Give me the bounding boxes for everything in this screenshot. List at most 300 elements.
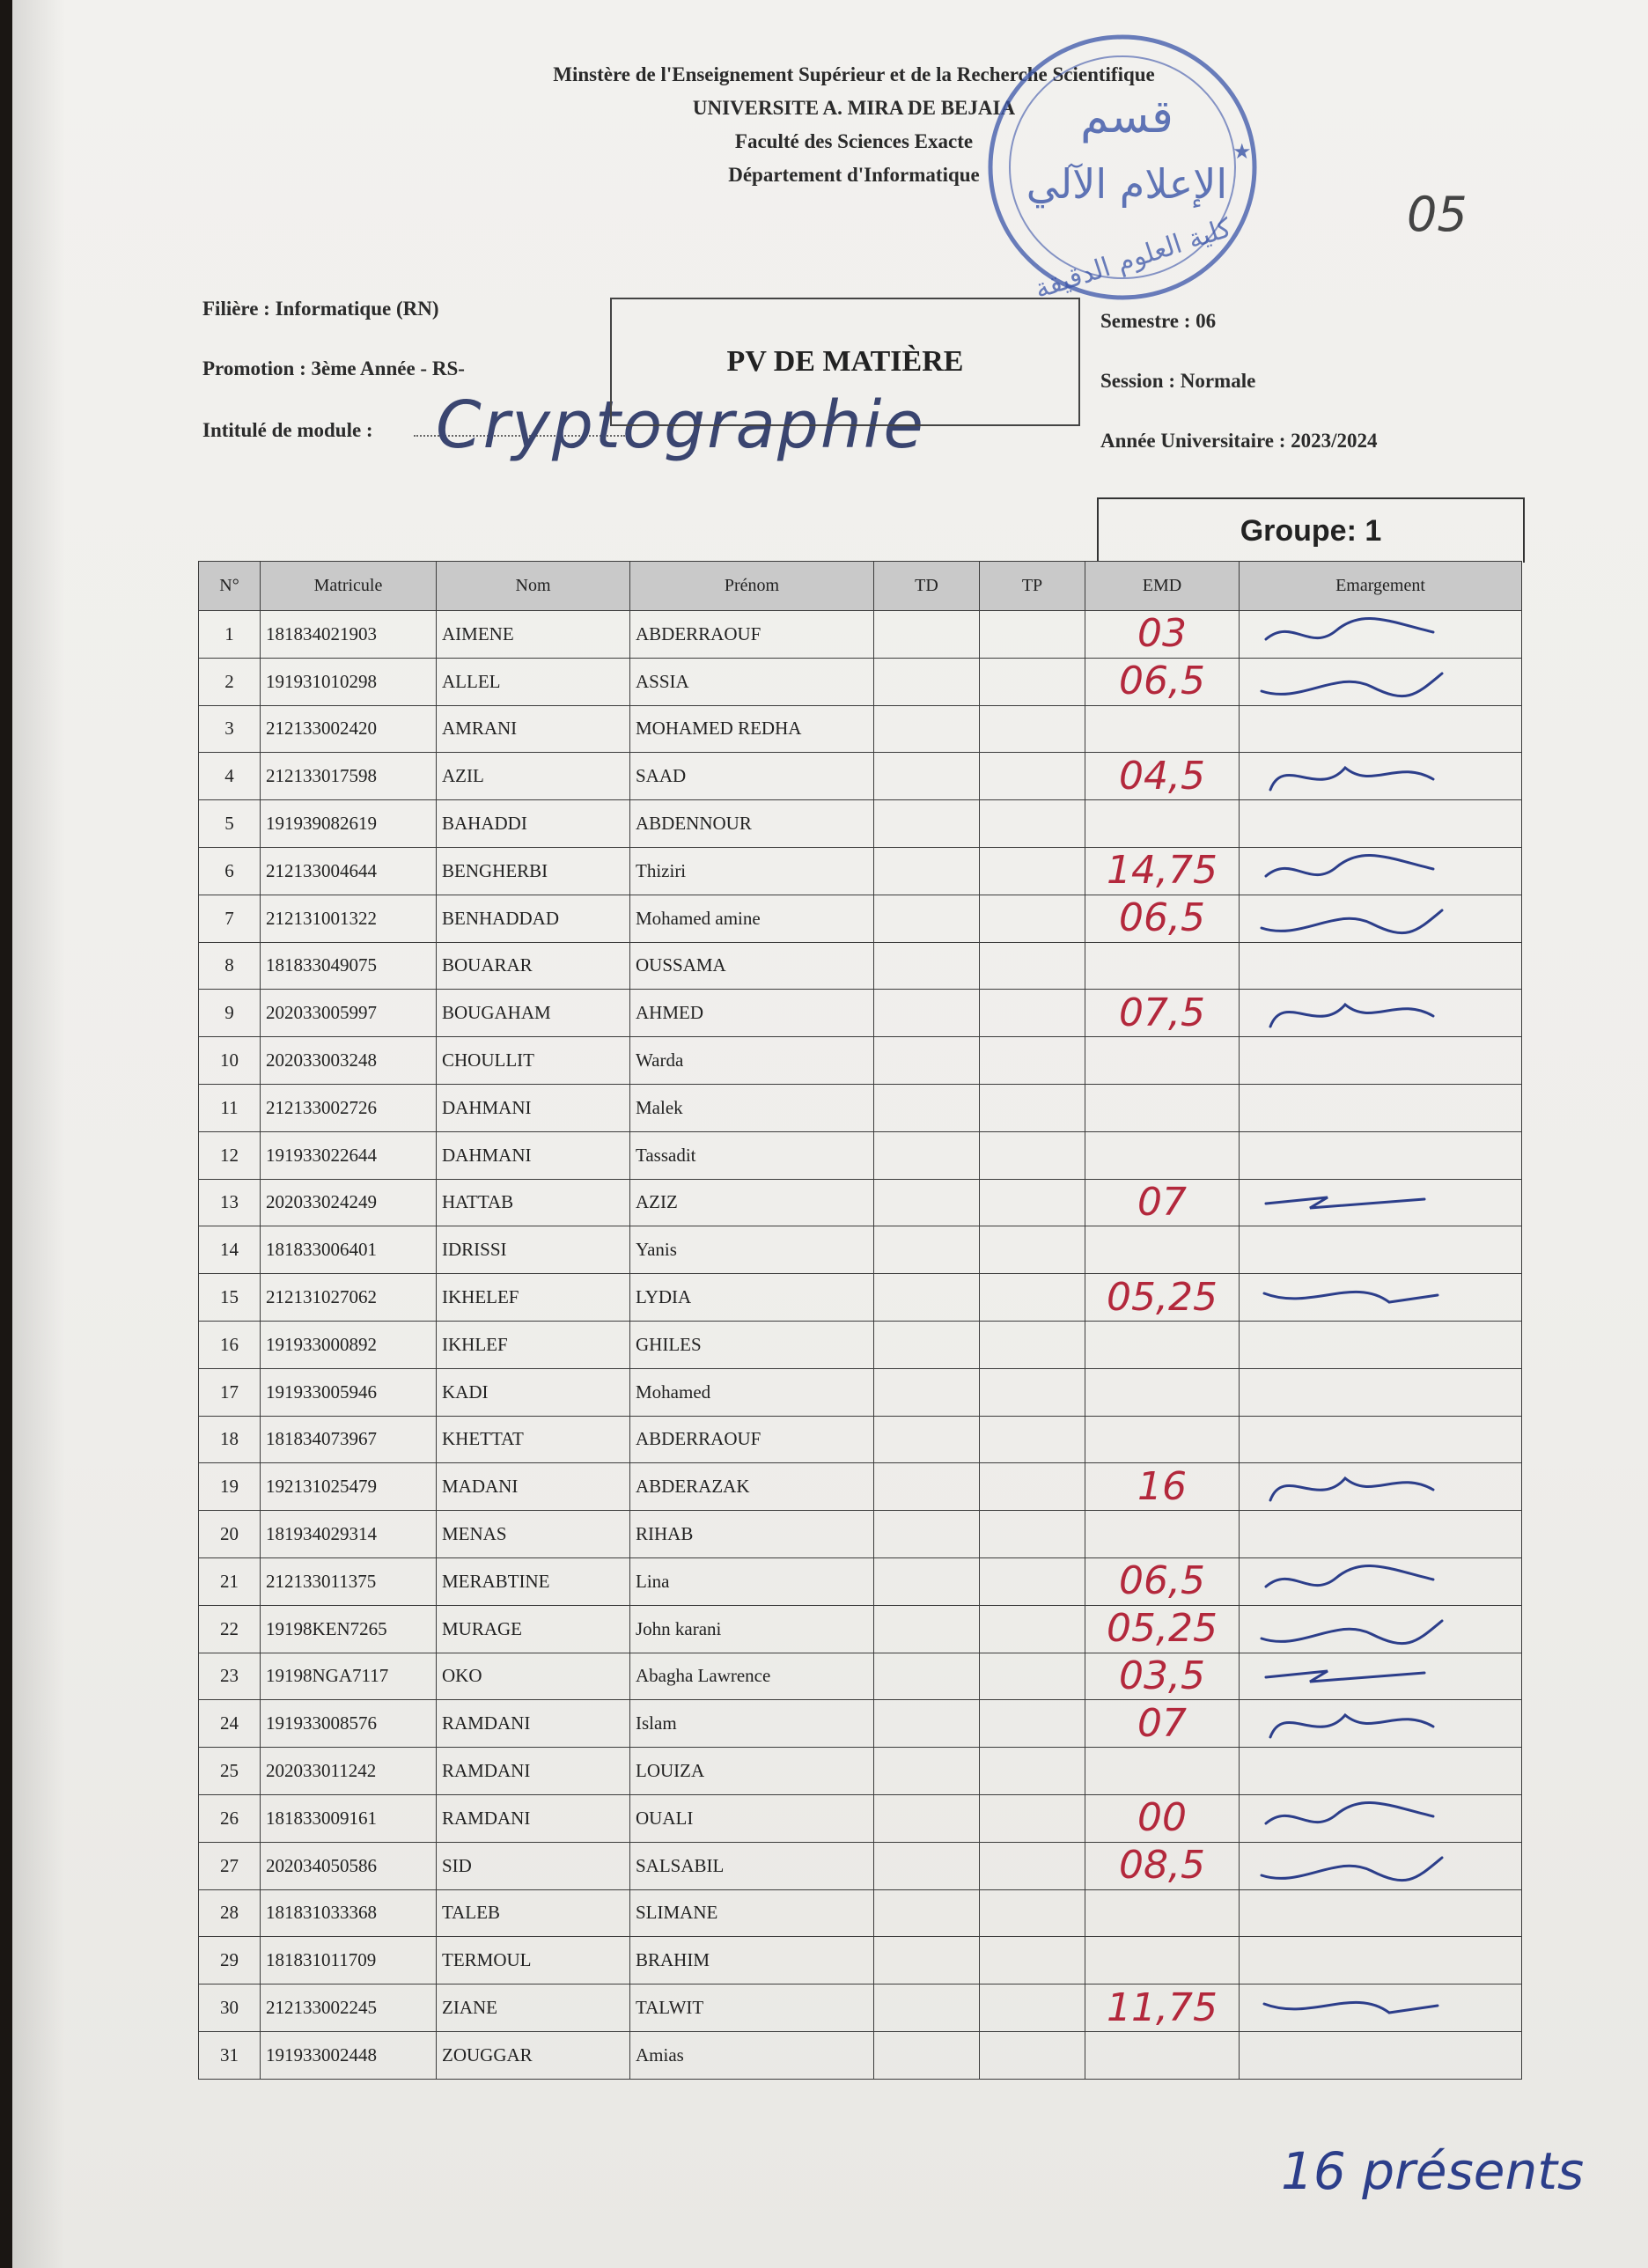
cell-emd (1085, 1037, 1240, 1085)
cell-emd (1085, 1368, 1240, 1416)
cell-td (874, 1131, 980, 1179)
cell-nom: IDRISSI (437, 1226, 630, 1274)
table-row (199, 1368, 1522, 1416)
cell-prenom: TALWIT (630, 1984, 874, 2032)
session-label: Session : Normale (1100, 370, 1256, 392)
cell-tp (980, 895, 1085, 942)
cell-nom: ZIANE (437, 1984, 630, 2032)
signature-icon (1257, 1655, 1460, 1699)
cell-number: 30 (199, 1984, 261, 2032)
svg-text:★: ★ (1232, 141, 1252, 164)
emd-grade-handwritten: 06,5 (1119, 1558, 1205, 1604)
cell-number: 16 (199, 1321, 261, 1368)
table-row (199, 1842, 1522, 1889)
cell-tp (980, 1653, 1085, 1700)
table-row (199, 1605, 1522, 1653)
cell-tp (980, 1084, 1085, 1131)
cell-number: 17 (199, 1368, 261, 1416)
cell-number: 29 (199, 1937, 261, 1984)
cell-tp (980, 1700, 1085, 1748)
cell-td (874, 658, 980, 705)
stamp-text-arc: كلية العلوم الدقيقة (1031, 212, 1235, 306)
cell-td (874, 1653, 980, 1700)
emd-grade-handwritten: 03,5 (1119, 1653, 1205, 1698)
emd-grade-handwritten: 04,5 (1119, 753, 1205, 799)
cell-matricule: 19198KEN7265 (261, 1605, 437, 1653)
cell-emd (1085, 1179, 1240, 1226)
signature-icon (1257, 660, 1460, 704)
cell-emargement (1240, 1842, 1522, 1889)
cell-matricule: 181834021903 (261, 611, 437, 659)
cell-nom: AMRANI (437, 705, 630, 753)
cell-nom: ZOUGGAR (437, 2031, 630, 2079)
signature-icon (1257, 1465, 1460, 1509)
table-row (199, 942, 1522, 990)
cell-emd (1085, 1226, 1240, 1274)
cell-tp (980, 1131, 1085, 1179)
cell-tp (980, 1179, 1085, 1226)
cell-td (874, 800, 980, 848)
signature-icon (1257, 1560, 1460, 1604)
cell-emd (1085, 1131, 1240, 1179)
cell-nom: KADI (437, 1368, 630, 1416)
cell-matricule: 191931010298 (261, 658, 437, 705)
cell-nom: RAMDANI (437, 1794, 630, 1842)
cell-prenom: Warda (630, 1037, 874, 1085)
cell-number: 26 (199, 1794, 261, 1842)
cell-td (874, 611, 980, 659)
cell-nom: SID (437, 1842, 630, 1889)
cell-td (874, 1179, 980, 1226)
cell-nom: KHETTAT (437, 1416, 630, 1463)
cell-number: 5 (199, 800, 261, 848)
cell-tp (980, 942, 1085, 990)
table-row (199, 1463, 1522, 1511)
table-row (199, 1653, 1522, 1700)
cell-emd (1085, 1842, 1240, 1889)
signature-icon (1257, 755, 1460, 799)
cell-number: 14 (199, 1226, 261, 1274)
cell-td (874, 1842, 980, 1889)
cell-number: 21 (199, 1557, 261, 1605)
cell-number: 13 (199, 1179, 261, 1226)
cell-prenom: Abagha Lawrence (630, 1653, 874, 1700)
cell-emd (1085, 1889, 1240, 1937)
cell-nom: BENHADDAD (437, 895, 630, 942)
cell-emargement (1240, 1463, 1522, 1511)
emd-grade-handwritten: 05,25 (1107, 1274, 1218, 1320)
cell-tp (980, 1889, 1085, 1937)
cell-tp (980, 611, 1085, 659)
cell-tp (980, 990, 1085, 1037)
table-row (199, 1179, 1522, 1226)
cell-emd (1085, 1653, 1240, 1700)
cell-td (874, 1084, 980, 1131)
table-row (199, 1937, 1522, 1984)
cell-emd (1085, 2031, 1240, 2079)
table-row (199, 1889, 1522, 1937)
cell-td (874, 753, 980, 800)
emd-grade-handwritten: 07 (1137, 1179, 1187, 1225)
cell-number: 2 (199, 658, 261, 705)
cell-nom: DAHMANI (437, 1084, 630, 1131)
table-row (199, 1084, 1522, 1131)
cell-emd (1085, 895, 1240, 942)
signature-icon (1257, 613, 1460, 657)
col-header-nom: Nom (437, 562, 630, 611)
cell-emargement (1240, 1131, 1522, 1179)
cell-td (874, 1037, 980, 1085)
signature-icon (1257, 1845, 1460, 1889)
cell-emd (1085, 1557, 1240, 1605)
emd-grade-handwritten: 05,25 (1107, 1606, 1218, 1652)
cell-matricule: 202033024249 (261, 1179, 437, 1226)
cell-td (874, 1748, 980, 1795)
cell-td (874, 1274, 980, 1322)
cell-emargement (1240, 1179, 1522, 1226)
cell-emargement (1240, 1037, 1522, 1085)
cell-matricule: 212131001322 (261, 895, 437, 942)
signature-icon (1257, 1182, 1460, 1226)
cell-tp (980, 1368, 1085, 1416)
cell-number: 8 (199, 942, 261, 990)
cell-nom: IKHLEF (437, 1321, 630, 1368)
cell-matricule: 181831011709 (261, 1937, 437, 1984)
cell-matricule: 212133002245 (261, 1984, 437, 2032)
cell-nom: RAMDANI (437, 1748, 630, 1795)
header-line-department: Département d'Informatique (728, 164, 980, 186)
cell-emargement (1240, 1274, 1522, 1322)
cell-emd (1085, 800, 1240, 848)
cell-prenom: BRAHIM (630, 1937, 874, 1984)
cell-nom: AZIL (437, 753, 630, 800)
cell-emargement (1240, 800, 1522, 848)
table-row (199, 1131, 1522, 1179)
emd-grade-handwritten: 11,75 (1107, 1984, 1218, 2030)
cell-nom: RAMDANI (437, 1700, 630, 1748)
cell-matricule: 181833049075 (261, 942, 437, 990)
cell-matricule: 192131025479 (261, 1463, 437, 1511)
cell-emd (1085, 847, 1240, 895)
presence-count-note: 16 présents (1281, 2141, 1585, 2201)
cell-prenom: Yanis (630, 1226, 874, 1274)
cell-td (874, 990, 980, 1037)
cell-matricule: 191933008576 (261, 1700, 437, 1748)
cell-prenom: MOHAMED REDHA (630, 705, 874, 753)
cell-matricule: 202034050586 (261, 1842, 437, 1889)
cell-emargement (1240, 705, 1522, 753)
pv-title: PV DE MATIÈRE (726, 345, 964, 378)
cell-emargement (1240, 1368, 1522, 1416)
stamp-text-mid: الإعلام الآلي (1026, 160, 1228, 208)
cell-prenom: Mohamed amine (630, 895, 874, 942)
cell-prenom: ABDERRAOUF (630, 611, 874, 659)
cell-number: 18 (199, 1416, 261, 1463)
table-row (199, 847, 1522, 895)
cell-number: 20 (199, 1511, 261, 1558)
cell-matricule: 181934029314 (261, 1511, 437, 1558)
cell-emargement (1240, 847, 1522, 895)
cell-number: 1 (199, 611, 261, 659)
cell-emargement (1240, 990, 1522, 1037)
cell-tp (980, 1842, 1085, 1889)
cell-prenom: AHMED (630, 990, 874, 1037)
cell-prenom: SAAD (630, 753, 874, 800)
cell-prenom: RIHAB (630, 1511, 874, 1558)
signature-icon (1257, 1276, 1460, 1320)
cell-emd (1085, 658, 1240, 705)
filiere-label: Filière : Informatique (RN) (202, 298, 439, 320)
cell-prenom: SLIMANE (630, 1889, 874, 1937)
header-line-university: UNIVERSITE A. MIRA DE BEJAIA (692, 97, 1016, 119)
cell-emd (1085, 990, 1240, 1037)
cell-nom: BOUARAR (437, 942, 630, 990)
cell-matricule: 191933022644 (261, 1131, 437, 1179)
cell-emd (1085, 705, 1240, 753)
cell-emargement (1240, 1984, 1522, 2032)
cell-number: 7 (199, 895, 261, 942)
cell-prenom: Thiziri (630, 847, 874, 895)
cell-prenom: Mohamed (630, 1368, 874, 1416)
department-stamp-icon (968, 18, 1268, 308)
cell-td (874, 847, 980, 895)
col-header-prenom: Prénom (630, 562, 874, 611)
table-row (199, 1794, 1522, 1842)
cell-nom: ALLEL (437, 658, 630, 705)
cell-nom: TERMOUL (437, 1937, 630, 1984)
cell-number: 15 (199, 1274, 261, 1322)
cell-tp (980, 1226, 1085, 1274)
cell-matricule: 19198NGA7117 (261, 1653, 437, 1700)
cell-emd (1085, 942, 1240, 990)
cell-nom: BAHADDI (437, 800, 630, 848)
emd-grade-handwritten: 07 (1137, 1700, 1187, 1746)
cell-matricule: 191933000892 (261, 1321, 437, 1368)
emd-grade-handwritten: 16 (1137, 1463, 1187, 1509)
cell-td (874, 1226, 980, 1274)
cell-tp (980, 1937, 1085, 1984)
cell-prenom: Lina (630, 1557, 874, 1605)
pv-title-box (610, 298, 1080, 426)
cell-emd (1085, 1748, 1240, 1795)
emd-grade-handwritten: 06,5 (1119, 895, 1205, 941)
signature-icon (1257, 850, 1460, 894)
handwritten-corner-mark: 05 (1407, 187, 1468, 242)
grades-table (198, 561, 1522, 2080)
table-row (199, 990, 1522, 1037)
cell-tp (980, 705, 1085, 753)
cell-matricule: 191933002448 (261, 2031, 437, 2079)
cell-nom: MADANI (437, 1463, 630, 1511)
cell-nom: BOUGAHAM (437, 990, 630, 1037)
cell-nom: CHOULLIT (437, 1037, 630, 1085)
cell-tp (980, 1511, 1085, 1558)
signature-icon (1257, 1986, 1460, 2030)
cell-matricule: 191939082619 (261, 800, 437, 848)
cell-matricule: 212133002420 (261, 705, 437, 753)
module-name-handwritten: Cryptographie (436, 387, 925, 463)
cell-tp (980, 1037, 1085, 1085)
cell-emd (1085, 1321, 1240, 1368)
signature-icon (1257, 1608, 1460, 1652)
cell-emargement (1240, 1416, 1522, 1463)
cell-emargement (1240, 1937, 1522, 1984)
cell-number: 28 (199, 1889, 261, 1937)
col-header-td: TD (874, 562, 980, 611)
cell-td (874, 705, 980, 753)
cell-emd (1085, 1274, 1240, 1322)
cell-matricule: 191933005946 (261, 1368, 437, 1416)
table-header-row (199, 562, 1522, 611)
cell-tp (980, 1321, 1085, 1368)
header-line-faculty: Faculté des Sciences Exacte (734, 130, 974, 152)
cell-prenom: LYDIA (630, 1274, 874, 1322)
cell-emargement (1240, 895, 1522, 942)
cell-emargement (1240, 1084, 1522, 1131)
emd-grade-handwritten: 06,5 (1119, 659, 1205, 704)
table-row (199, 1511, 1522, 1558)
cell-td (874, 1321, 980, 1368)
cell-prenom: Amias (630, 2031, 874, 2079)
cell-tp (980, 1984, 1085, 2032)
cell-tp (980, 1794, 1085, 1842)
table-row (199, 1037, 1522, 1085)
group-box (1097, 497, 1525, 563)
cell-prenom: Malek (630, 1084, 874, 1131)
cell-nom: IKHELEF (437, 1274, 630, 1322)
table-row (199, 1984, 1522, 2032)
cell-td (874, 1889, 980, 1937)
group-label: Groupe: 1 (1240, 513, 1382, 548)
cell-tp (980, 753, 1085, 800)
cell-nom: AIMENE (437, 611, 630, 659)
cell-tp (980, 2031, 1085, 2079)
table-row (199, 2031, 1522, 2079)
col-header-matricule: Matricule (261, 562, 437, 611)
cell-emargement (1240, 2031, 1522, 2079)
cell-matricule: 181831033368 (261, 1889, 437, 1937)
cell-tp (980, 847, 1085, 895)
cell-nom: DAHMANI (437, 1131, 630, 1179)
cell-number: 12 (199, 1131, 261, 1179)
cell-emargement (1240, 1748, 1522, 1795)
cell-emd (1085, 1511, 1240, 1558)
cell-emd (1085, 753, 1240, 800)
signature-icon (1257, 897, 1460, 941)
cell-tp (980, 800, 1085, 848)
col-header-emd: EMD (1085, 562, 1240, 611)
cell-td (874, 1937, 980, 1984)
signature-icon (1257, 991, 1460, 1035)
cell-number: 4 (199, 753, 261, 800)
cell-emargement (1240, 1511, 1522, 1558)
cell-tp (980, 658, 1085, 705)
cell-number: 24 (199, 1700, 261, 1748)
table-row (199, 1321, 1522, 1368)
emd-grade-handwritten: 07,5 (1119, 990, 1205, 1035)
cell-nom: OKO (437, 1653, 630, 1700)
header-line-ministry: Minstère de l'Enseignement Supérieur et de la Recherche Scientifique (553, 63, 1155, 85)
cell-td (874, 1557, 980, 1605)
cell-nom: TALEB (437, 1889, 630, 1937)
cell-matricule: 212131027062 (261, 1274, 437, 1322)
table-row (199, 895, 1522, 942)
cell-number: 6 (199, 847, 261, 895)
table-row (199, 1416, 1522, 1463)
cell-matricule: 212133011375 (261, 1557, 437, 1605)
cell-emargement (1240, 1226, 1522, 1274)
cell-nom: HATTAB (437, 1179, 630, 1226)
cell-prenom: LOUIZA (630, 1748, 874, 1795)
signature-icon (1257, 1797, 1460, 1841)
cell-emargement (1240, 1700, 1522, 1748)
cell-td (874, 1794, 980, 1842)
cell-tp (980, 1605, 1085, 1653)
cell-td (874, 895, 980, 942)
emd-grade-handwritten: 08,5 (1119, 1843, 1205, 1889)
cell-emargement (1240, 658, 1522, 705)
cell-emargement (1240, 1557, 1522, 1605)
module-label: Intitulé de module : (202, 419, 373, 441)
cell-tp (980, 1463, 1085, 1511)
cell-number: 10 (199, 1037, 261, 1085)
cell-number: 3 (199, 705, 261, 753)
col-header-number: N° (199, 562, 261, 611)
cell-nom: MERABTINE (437, 1557, 630, 1605)
signature-icon (1257, 1702, 1460, 1746)
cell-prenom: AZIZ (630, 1179, 874, 1226)
cell-tp (980, 1416, 1085, 1463)
cell-emd (1085, 1463, 1240, 1511)
cell-emd (1085, 611, 1240, 659)
cell-prenom: ABDERAZAK (630, 1463, 874, 1511)
cell-number: 22 (199, 1605, 261, 1653)
cell-prenom: ABDENNOUR (630, 800, 874, 848)
cell-emargement (1240, 942, 1522, 990)
cell-td (874, 1700, 980, 1748)
cell-matricule: 202033005997 (261, 990, 437, 1037)
cell-emd (1085, 1984, 1240, 2032)
cell-emd (1085, 1416, 1240, 1463)
cell-matricule: 202033011242 (261, 1748, 437, 1795)
cell-number: 31 (199, 2031, 261, 2079)
cell-number: 27 (199, 1842, 261, 1889)
cell-emargement (1240, 1605, 1522, 1653)
table-row (199, 753, 1522, 800)
cell-nom: MURAGE (437, 1605, 630, 1653)
cell-prenom: GHILES (630, 1321, 874, 1368)
cell-tp (980, 1557, 1085, 1605)
cell-number: 25 (199, 1748, 261, 1795)
cell-td (874, 1984, 980, 2032)
emd-grade-handwritten: 03 (1137, 611, 1187, 657)
table-row (199, 658, 1522, 705)
cell-emd (1085, 1605, 1240, 1653)
cell-nom: BENGHERBI (437, 847, 630, 895)
cell-matricule: 212133002726 (261, 1084, 437, 1131)
promotion-label: Promotion : 3ème Année - RS- (202, 357, 465, 379)
cell-emargement (1240, 1321, 1522, 1368)
cell-prenom: ABDERRAOUF (630, 1416, 874, 1463)
cell-td (874, 1416, 980, 1463)
cell-number: 9 (199, 990, 261, 1037)
cell-matricule: 202033003248 (261, 1037, 437, 1085)
table-row (199, 800, 1522, 848)
cell-matricule: 181833009161 (261, 1794, 437, 1842)
col-header-tp: TP (980, 562, 1085, 611)
cell-number: 19 (199, 1463, 261, 1511)
table-row (199, 1700, 1522, 1748)
